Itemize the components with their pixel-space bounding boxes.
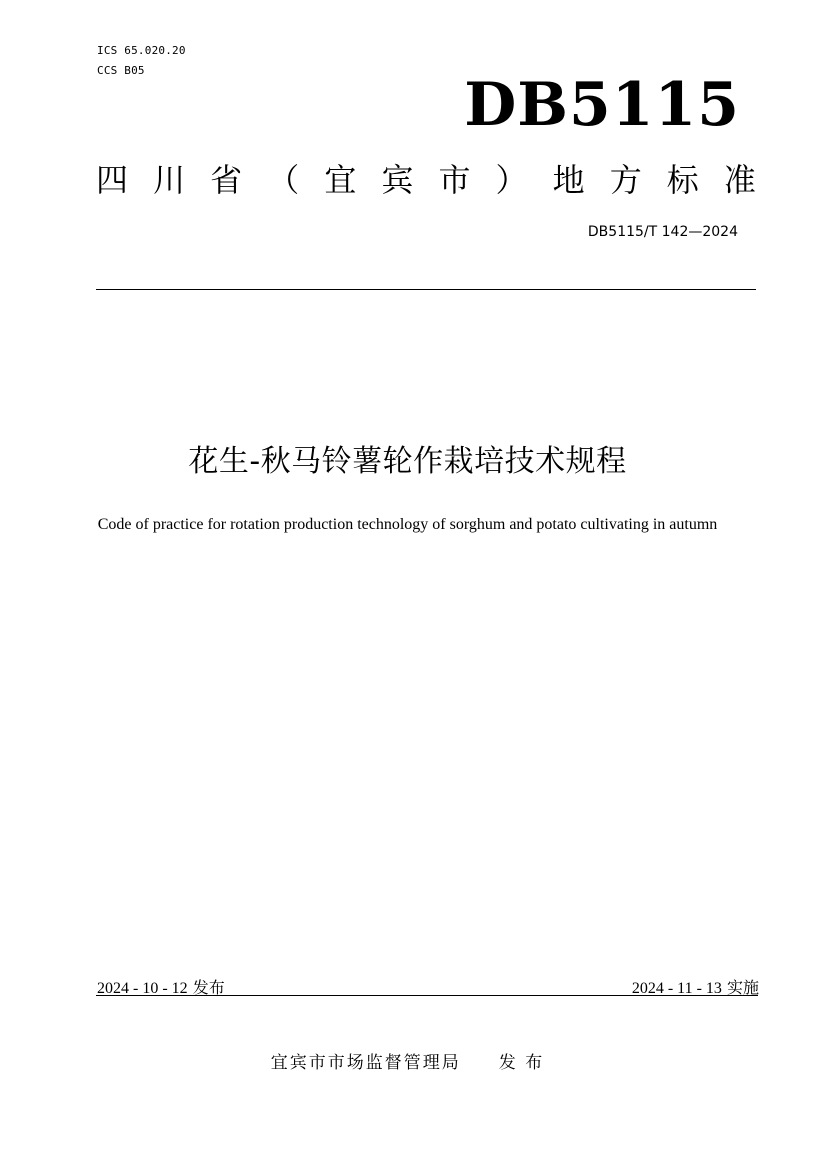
ics-code: ICS 65.020.20 (97, 44, 186, 57)
standard-type-char: 方 (609, 161, 642, 199)
date-divider (96, 995, 758, 996)
issuer (0, 1048, 815, 1073)
header-divider (96, 289, 756, 290)
issuer-action: 发 布 (498, 1053, 545, 1073)
implementation-date-label: 实施 (726, 978, 759, 997)
issuer-name: 宜宾市市场监督管理局 (270, 1053, 461, 1073)
standard-type-char: 省 (210, 161, 243, 199)
standard-type-char: 宾 (381, 161, 414, 199)
standard-number: DB5115/T 142—2024 (587, 224, 738, 240)
implementation-date-value: 2024 - 11 - 13 (631, 980, 722, 997)
standard-type-char: 地 (552, 161, 585, 199)
document-title-chinese: 花生-秋马铃薯轮作栽培技术规程 (188, 444, 627, 479)
standard-type-char: ） (495, 161, 528, 199)
standard-type-char: 宜 (324, 161, 357, 199)
standard-type-char: 标 (666, 161, 699, 199)
issue-date-label: 发布 (192, 978, 225, 997)
ccs-code: CCS B05 (97, 64, 145, 77)
standard-type-heading (96, 158, 756, 202)
standard-type-char: 川 (153, 161, 186, 199)
document-title-english: Code of practice for rotation production technology of sorghum and potato cultivating in autumn (97, 516, 718, 533)
standard-type-char: （ (267, 161, 300, 199)
standard-type-char: 准 (723, 161, 756, 199)
issue-date-value: 2024 - 10 - 12 (97, 980, 188, 997)
db-logo: DB5115 (464, 70, 740, 140)
standard-type-char: 四 (96, 161, 129, 199)
standard-type-char: 市 (438, 161, 471, 199)
